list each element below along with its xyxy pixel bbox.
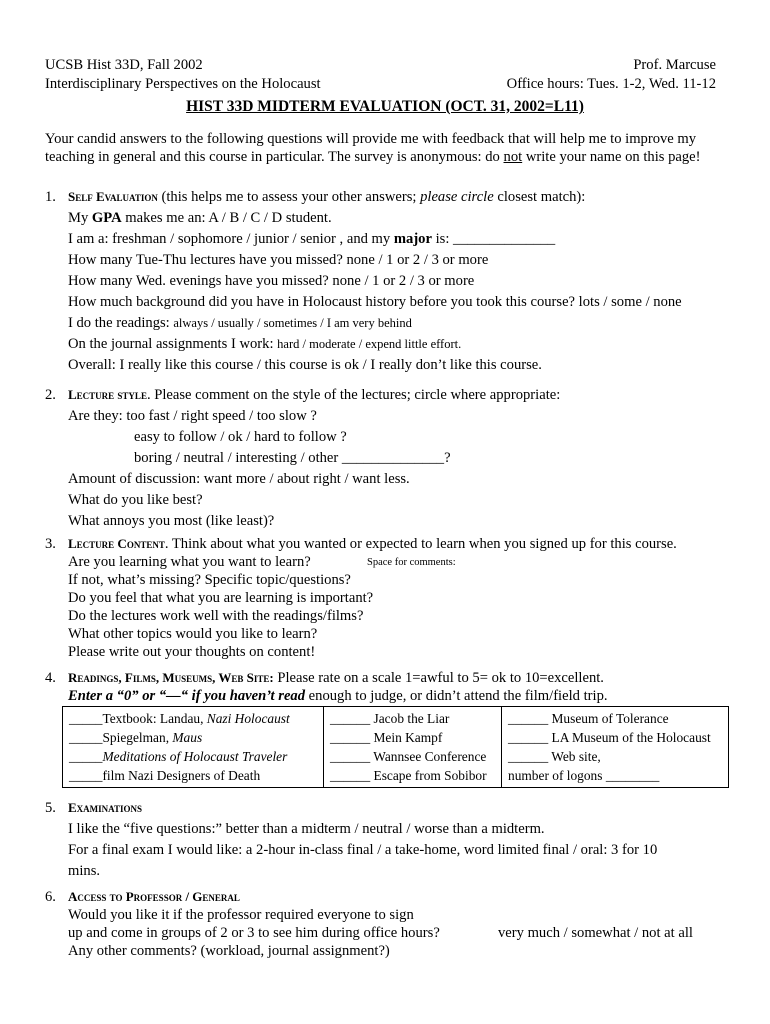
journal-question: On the journal assignments I work: hard / moderate / expend little effort. <box>68 336 462 352</box>
evenings-missed-question: How many Wed. evenings have you missed? none / 1 or 2 / 3 or more <box>68 273 475 289</box>
rating-item: _____film Nazi Designers of Death <box>69 768 261 783</box>
class-year-question: I am a: freshman / sophomore / junior / senior , and my major is: ______________ <box>68 231 556 247</box>
section-number: 2. <box>45 387 56 403</box>
office-hours-question: Would you like it if the professor required everyone to sign <box>68 907 414 923</box>
readings-question: I do the readings: always / usually / sometimes / I am very behind <box>68 315 412 331</box>
section-number: 6. <box>45 889 56 905</box>
rating-item: ______ Jacob the Liar <box>330 711 450 726</box>
section-examinations <box>45 799 735 877</box>
office-hours-question-cont: up and come in groups of 2 or 3 to see him during office hours? <box>68 925 440 941</box>
background-question: How much background did you have in Holocaust history before you took this course? lots / some / none <box>68 294 682 310</box>
rating-item: ______ Museum of Tolerance <box>508 711 669 726</box>
ratings-column-films <box>324 707 502 787</box>
course-title: Interdisciplinary Perspectives on the Holocaust <box>45 76 321 92</box>
ratings-column-museums <box>502 707 730 787</box>
final-exam-question-cont: mins. <box>68 863 101 879</box>
section-heading: Lecture style. Please comment on the style of the lectures; circle where appropriate: <box>68 387 561 403</box>
final-exam-question: For a final exam I would like: a 2-hour in-class final / a take-home, word limited final / oral: 3 for 10 <box>68 842 658 858</box>
rating-item: _____Textbook: Landau, Nazi Holocaust <box>69 711 290 726</box>
section-access-general <box>45 888 735 960</box>
rating-item: ______ LA Museum of the Holocaust <box>508 730 711 745</box>
interest-question: boring / neutral / interesting / other ______________? <box>134 450 451 466</box>
section-number: 4. <box>45 670 56 686</box>
readings-films-question: Do the lectures work well with the readings/films? <box>68 608 364 624</box>
rating-item: ______ Escape from Sobibor <box>330 768 487 783</box>
comments-space-label: Space for comments: <box>367 557 456 568</box>
annoys-question: What annoys you most (like least)? <box>68 513 275 529</box>
intro-paragraph: Your candid answers to the following questions will provide me with feedback that will help me to improve my teaching in general and this course in particular. The survey is anonymous: do not write your name on this page! <box>45 131 701 165</box>
professor-name: Prof. Marcuse <box>633 57 716 73</box>
rating-item: number of logons ________ <box>508 768 660 783</box>
document-title: HIST 33D MIDTERM EVALUATION (OCT. 31, 2002=L11) <box>186 98 584 115</box>
office-hours: Office hours: Tues. 1-2, Wed. 11-12 <box>506 76 716 92</box>
thoughts-prompt: Please write out your thoughts on content! <box>68 644 316 660</box>
page-header <box>45 56 716 94</box>
rating-item: ______ Wannsee Conference <box>330 749 487 764</box>
discussion-question: Amount of discussion: want more / about right / want less. <box>68 471 410 487</box>
overall-question: Overall: I really like this course / this course is ok / I really don’t like this course. <box>68 357 542 373</box>
section-heading: Examinations <box>68 800 143 815</box>
difficulty-question: easy to follow / ok / hard to follow ? <box>134 429 347 445</box>
learning-question: Are you learning what you want to learn? <box>68 554 311 570</box>
section-readings-films <box>45 669 735 705</box>
rating-item: ______ Web site, <box>508 749 601 764</box>
missing-question: If not, what’s missing? Specific topic/questions? <box>68 572 351 588</box>
course-code: UCSB Hist 33D, Fall 2002 <box>45 57 203 73</box>
important-question: Do you feel that what you are learning is important? <box>68 590 374 606</box>
rating-item: _____Spiegelman, Maus <box>69 730 203 745</box>
rating-item: ______ Mein Kampf <box>330 730 443 745</box>
ratings-column-readings <box>63 707 324 787</box>
lectures-missed-question: How many Tue-Thu lectures have you missed? none / 1 or 2 / 3 or more <box>68 252 489 268</box>
gpa-question: My GPA makes me an: A / B / C / D student. <box>68 210 332 226</box>
section-number: 5. <box>45 800 56 816</box>
rating-instructions: Enter a “0” or “—“ if you haven’t read enough to judge, or didn’t attend the film/field trip. <box>68 688 608 704</box>
section-self-evaluation <box>45 188 735 378</box>
section-number: 3. <box>45 536 56 552</box>
section-heading: Lecture Content. Think about what you wanted or expected to learn when you signed up for this course. <box>68 536 677 552</box>
section-lecture-style <box>45 386 735 529</box>
section-heading: Self Evaluation (this helps me to assess your other answers; please circle closest match): <box>68 189 586 205</box>
other-topics-question: What other topics would you like to learn? <box>68 626 318 642</box>
section-heading: Access to Professor / General <box>68 889 240 904</box>
ratings-table <box>62 706 729 788</box>
section-heading: Readings, Films, Museums, Web Site: Please rate on a scale 1=awful to 5= ok to 10=excellent. <box>68 670 604 686</box>
five-questions-question: I like the “five questions:” better than a midterm / neutral / worse than a midterm. <box>68 821 545 837</box>
speed-question: Are they: too fast / right speed / too slow ? <box>68 408 317 424</box>
section-number: 1. <box>45 189 56 205</box>
section-lecture-content <box>45 535 735 661</box>
other-comments-question: Any other comments? (workload, journal assignment?) <box>68 943 390 959</box>
rating-scale: very much / somewhat / not at all <box>498 925 693 941</box>
rating-item: _____Meditations of Holocaust Traveler <box>69 749 288 764</box>
like-best-question: What do you like best? <box>68 492 203 508</box>
